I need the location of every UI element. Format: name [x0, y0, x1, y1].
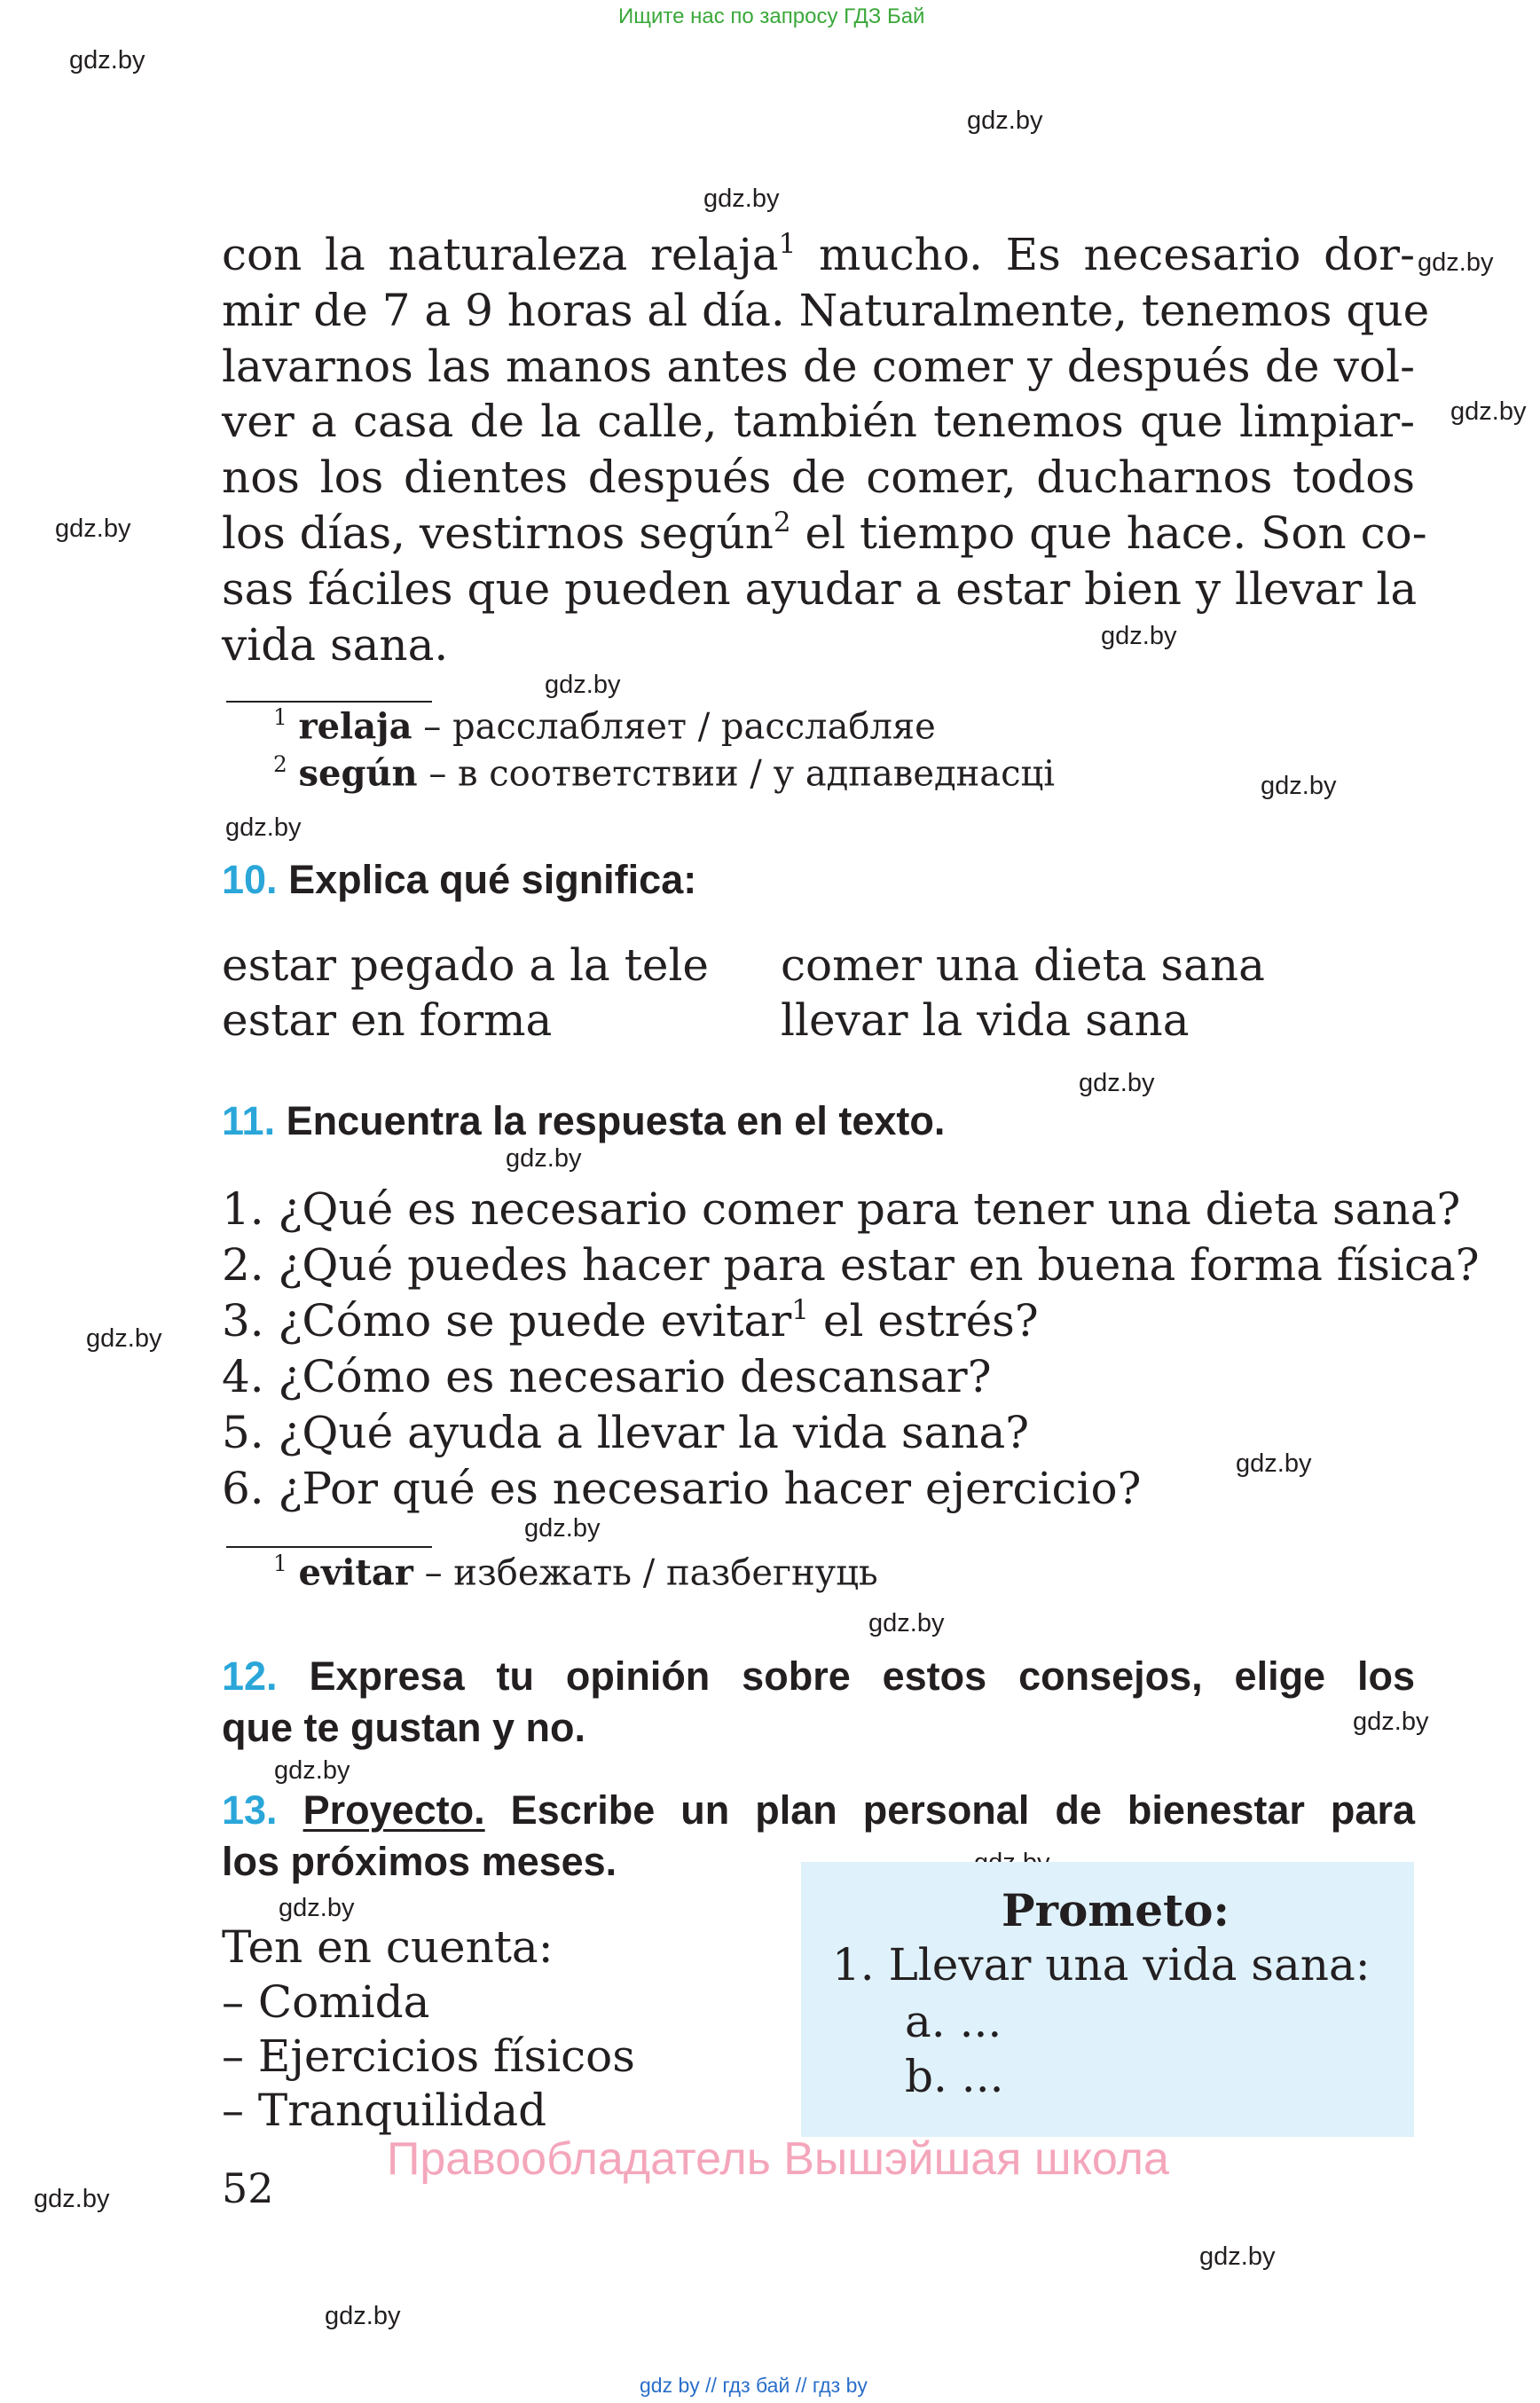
- phrase: estar en forma: [222, 994, 553, 1046]
- task-number: 13.: [222, 1787, 278, 1833]
- header-note: Ищите нас по запросу ГДЗ Бай: [618, 4, 925, 28]
- task-12-text: que te gustan y no.: [222, 1705, 586, 1750]
- watermark: gdz.by: [1418, 248, 1494, 277]
- footnote: $^2$ según – в соответствии / у адпаведнасці: [273, 750, 1056, 795]
- bottom-note: gdz by // гдз бай // гдз by: [640, 2374, 868, 2397]
- watermark: gdz.by: [86, 1324, 162, 1353]
- reading-line: lavarnos las manos antes de comer y después de vol-: [222, 341, 1415, 392]
- footnote: $^1$ relaja – расслабляет / расслабляе: [273, 703, 936, 748]
- watermark: gdz.by: [1353, 1708, 1429, 1736]
- watermark: gdz.by: [279, 1894, 355, 1922]
- watermark: gdz.by: [524, 1514, 601, 1543]
- task-13-heading: 13. Proyecto. Escribe un plan personal de bienestar para: [222, 1787, 1415, 1833]
- task-12-heading: 12. Expresa tu opinión sobre estos consejos, elige los: [222, 1653, 1415, 1699]
- question: 1. ¿Qué es necesario comer para tener una dieta sana?: [222, 1183, 1461, 1235]
- question: 3. ¿Cómo se puede evitar$^1$ el estrés?: [222, 1293, 1039, 1347]
- watermark: gdz.by: [34, 2185, 110, 2213]
- task-number: 11.: [222, 1098, 276, 1143]
- task-number: 10.: [222, 857, 278, 902]
- page-number: 52: [222, 2164, 274, 2212]
- phrase: comer una dieta sana: [781, 939, 1265, 991]
- watermark: gdz.by: [703, 185, 780, 213]
- watermark: gdz.by: [225, 813, 302, 842]
- question: 4. ¿Cómo es necesario descansar?: [222, 1351, 992, 1402]
- reading-line: vida sana.: [222, 619, 449, 671]
- question: 6. ¿Por qué es necesario hacer ejercicio?: [222, 1463, 1142, 1514]
- watermark: gdz.by: [274, 1756, 350, 1785]
- reading-line: los días, vestirnos según$^2$ el tiempo que hace. Son co-: [222, 506, 1427, 559]
- watermark: gdz.by: [1236, 1449, 1312, 1478]
- watermark: gdz.by: [55, 514, 131, 543]
- watermark: gdz.by: [1199, 2242, 1276, 2271]
- watermark: gdz.by: [1450, 397, 1527, 426]
- watermark: gdz.by: [1261, 772, 1337, 800]
- task-11-heading: 11. Encuentra la respuesta en el texto.: [222, 1098, 946, 1143]
- phrase: estar pegado a la tele: [222, 939, 710, 991]
- promise-subitem: b. ...: [905, 2051, 1004, 2102]
- watermark: gdz.by: [506, 1144, 582, 1173]
- phrase: llevar la vida sana: [781, 994, 1190, 1046]
- watermark: gdz.by: [868, 1609, 945, 1637]
- watermark: gdz.by: [967, 106, 1043, 135]
- footnote-divider: [226, 1546, 432, 1548]
- reading-line: con la naturaleza relaja$^1$ mucho. Es necesario dor-: [222, 227, 1415, 280]
- promise-line: 1. Llevar una vida sana:: [832, 1939, 1371, 1991]
- question: 2. ¿Qué puedes hacer para estar en buena forma física?: [222, 1239, 1480, 1291]
- consider-item: – Tranquilidad: [222, 2085, 547, 2136]
- consider-item: – Comida: [222, 1976, 430, 2028]
- promise-subitem: a. ...: [905, 1996, 1002, 2047]
- watermark: gdz.by: [1079, 1069, 1155, 1097]
- reading-line: mir de 7 a 9 horas al día. Naturalmente, tenemos que: [222, 285, 1430, 336]
- reading-line: sas fáciles que pueden ayudar a estar bien y llevar la: [222, 563, 1418, 615]
- watermark: gdz.by: [325, 2302, 401, 2330]
- watermark: gdz.by: [545, 671, 621, 699]
- rights-holder: Правообладатель Вышэйшая школа: [387, 2133, 1169, 2185]
- reading-line: nos los dientes después de comer, ducharnos todos: [222, 452, 1415, 503]
- question: 5. ¿Qué ayuda a llevar la vida sana?: [222, 1407, 1030, 1458]
- footnote-divider: [226, 701, 432, 703]
- task-10-heading: 10. Explica qué significa:: [222, 857, 697, 902]
- watermark: gdz.by: [1101, 622, 1177, 650]
- promise-title: Prometo:: [1002, 1884, 1230, 1936]
- watermark: gdz.by: [69, 46, 145, 75]
- footnote: $^1$ evitar – избежать / пазбегнуць: [273, 1550, 878, 1594]
- consider-item: – Ejercicios físicos: [222, 2030, 635, 2082]
- task-13-text: los próximos meses.: [222, 1839, 617, 1884]
- project-label: Proyecto.: [302, 1787, 485, 1833]
- reading-line: ver a casa de la calle, también tenemos que limpiar-: [222, 396, 1415, 447]
- task-number: 12.: [222, 1653, 278, 1699]
- consider-title: Ten en cuenta:: [222, 1921, 554, 1973]
